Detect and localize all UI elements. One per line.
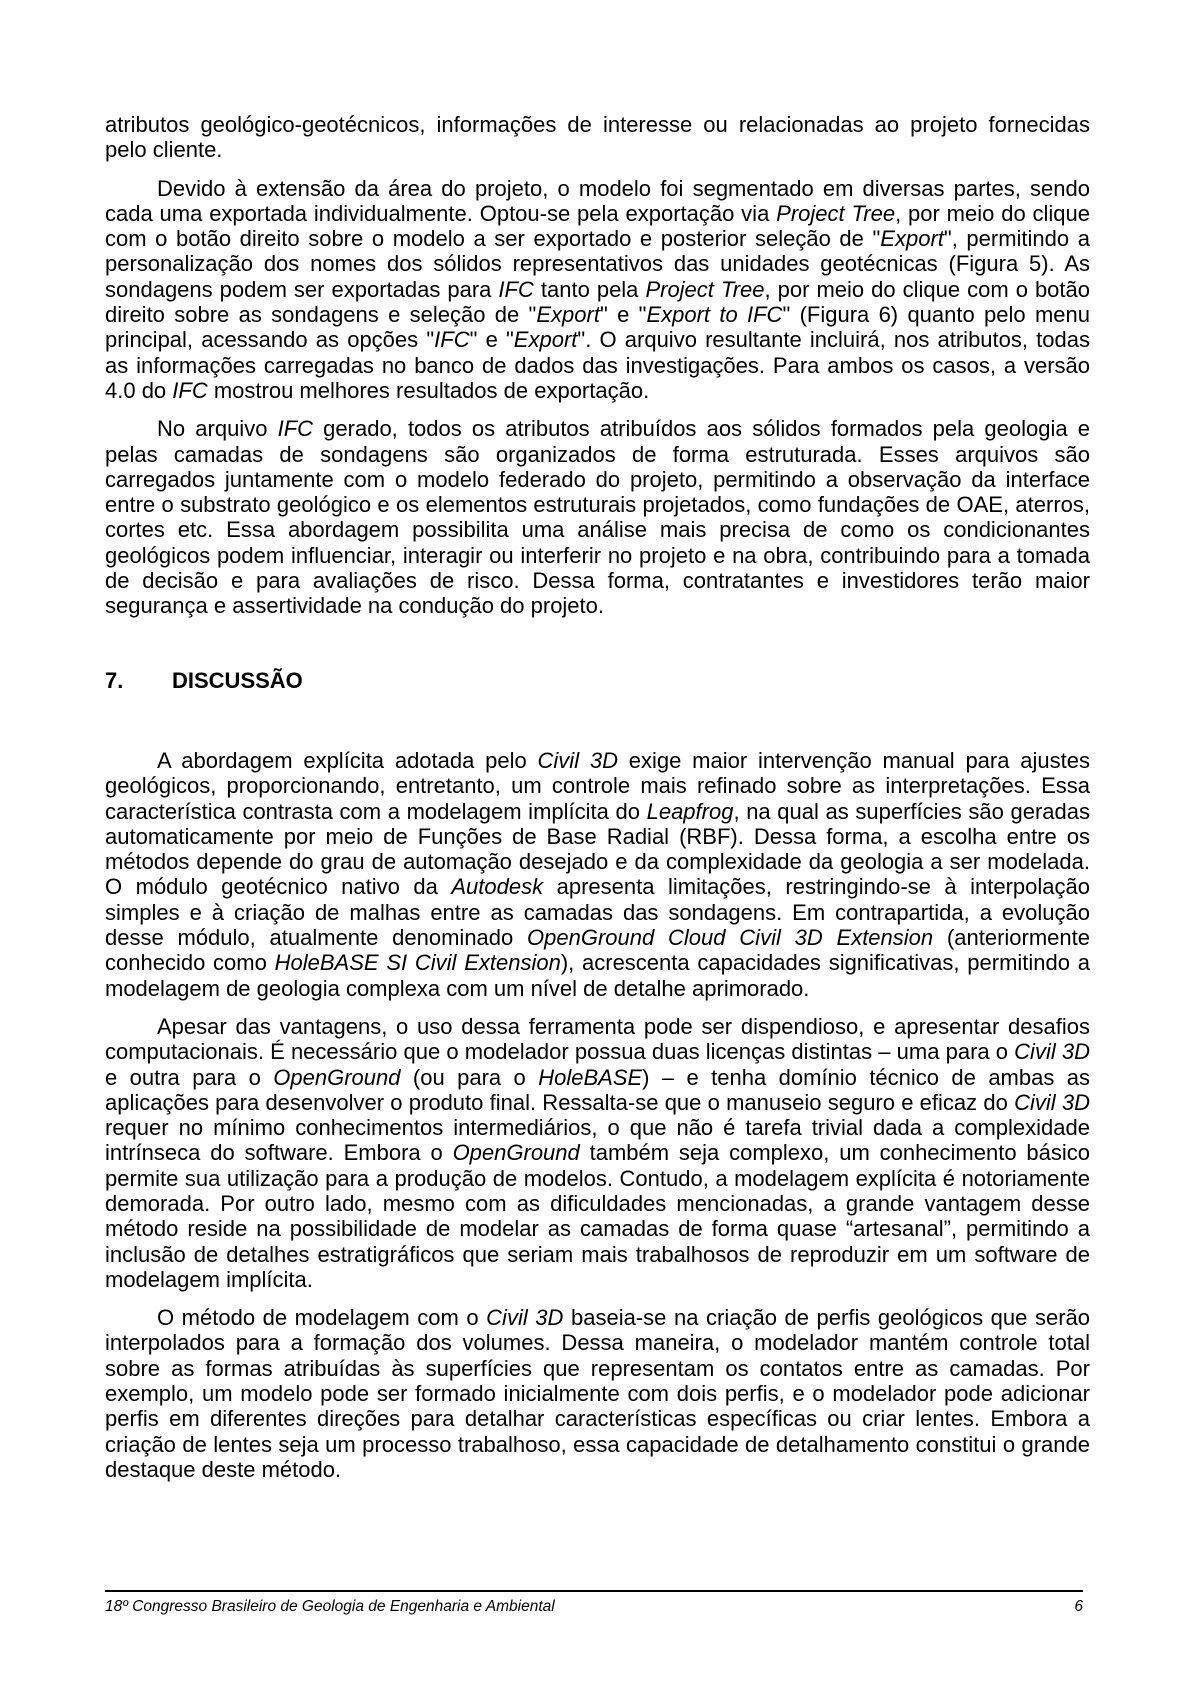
paragraph-civil3d-method: O método de modelagem com o Civil 3D baseia-se na criação de perfis geológicos que serão interpolados para a formação dos volumes. Dessa maneira, o modelador mantém controle total sobre as formas atribuídas às superfícies que representam os contatos entre as camadas. Por exemplo, um modelo pode ser formado inicialmente com dois perfis, e o modelador pode adicionar perfis em diferentes direções para detalhar características específicas ou criar lentes. Embora a criação de lentes seja um processo trabalhoso, essa capacidade de detalhamento constitui o grande destaque deste método. bbox=[105, 1305, 1090, 1482]
section-heading bbox=[105, 668, 1090, 693]
paragraph-continuation: atributos geológico-geotécnicos, informações de interesse ou relacionadas ao projeto fornecidas pelo cliente. bbox=[105, 112, 1090, 163]
page-footer bbox=[105, 1590, 1083, 1616]
paragraph-licenses-challenges: Apesar das vantagens, o uso dessa ferramenta pode ser dispendioso, e apresentar desafios computacionais. É necessário que o modelador possua duas licenças distintas – uma para o Civil 3D e outra para o OpenGround (ou para o HoleBASE) – e tenha domínio técnico de ambas as aplicações para desenvolver o produto final. Ressalta-se que o manuseio seguro e eficaz do Civil 3D requer no mínimo conhecimentos intermediários, o que não é tarefa trivial dada a complexidade intrínseca do software. Embora o OpenGround também seja complexo, um conhecimento básico permite sua utilização para a produção de modelos. Contudo, a modelagem explícita é notoriamente demorada. Por outro lado, mesmo com as dificuldades mencionadas, a grande vantagem desse método reside na possibilidade de modelar as camadas de forma quase “artesanal”, permitindo a inclusão de detalhes estratigráficos que seriam mais trabalhosos de reproduzir em um software de modelagem implícita. bbox=[105, 1013, 1091, 1292]
paragraph-ifc-file: No arquivo IFC gerado, todos os atributos atribuídos aos sólidos formados pela geologia e pelas camadas de sondagens são organizados de forma estruturada. Esses arquivos são carregados juntamente com o modelo federado do projeto, permitindo a observação da interface entre o substrato geológico e os elementos estruturais projetados, como fundações de OAE, aterros, cortes etc. Essa abordagem possibilita uma análise mais precisa de como os condicionantes geológicos podem influenciar, interagir ou interferir no projeto e na obra, contribuindo para a tomada de decisão e para avaliações de risco. Dessa forma, contratantes e investidores terão maior segurança e assertividade na condução do projeto. bbox=[105, 416, 1090, 619]
footer-conference-title: 18º Congresso Brasileiro de Geologia de Engenharia e Ambiental bbox=[105, 1598, 555, 1615]
section-title: DISCUSSÃO bbox=[172, 667, 303, 693]
paragraph-explicit-approach: A abordagem explícita adotada pelo Civil 3D exige maior intervenção manual para ajustes geológicos, proporcionando, entretanto, um controle mais refinado sobre as interpretações. Essa característica contrasta com a modelagem implícita do Leapfrog, na qual as superfícies são geradas automaticamente por meio de Funções de Base Radial (RBF). Dessa forma, a escolha entre os métodos depende do grau de automação desejado e da complexidade da geologia a ser modelada. O módulo geotécnico nativo da Autodesk apresenta limitações, restringindo-se à interpolação simples e à criação de malhas entre as camadas das sondagens. Em contrapartida, a evolução desse módulo, atualmente denominado OpenGround Cloud Civil 3D Extension (anteriormente conhecido como HoleBASE SI Civil Extension), acrescenta capacidades significativas, permitindo a modelagem de geologia complexa com um nível de detalhe aprimorado. bbox=[105, 747, 1090, 1001]
section-number: 7. bbox=[105, 667, 124, 693]
footer-page-number: 6 bbox=[1074, 1598, 1083, 1615]
page-body bbox=[105, 112, 1090, 1495]
paragraph-export-project-tree: Devido à extensão da área do projeto, o modelo foi segmentado em diversas partes, sendo cada uma exportada individualmente. Optou-se pela exportação via Project Tree, por meio do clique com o botão direito sobre o modelo a ser exportado e posterior seleção de "Export", permitindo a personalização dos nomes dos sólidos representativos das unidades geotécnicas (Figura 5). As sondagens podem ser exportadas para IFC tanto pela Project Tree, por meio do clique com o botão direito sobre as sondagens e seleção de "Export" e "Export to IFC" (Figura 6) quanto pelo menu principal, acessando as opções "IFC" e "Export". O arquivo resultante incluirá, nos atributos, todas as informações carregadas no banco de dados das investigações. Para ambos os casos, a versão 4.0 do IFC mostrou melhores resultados de exportação. bbox=[105, 175, 1091, 403]
